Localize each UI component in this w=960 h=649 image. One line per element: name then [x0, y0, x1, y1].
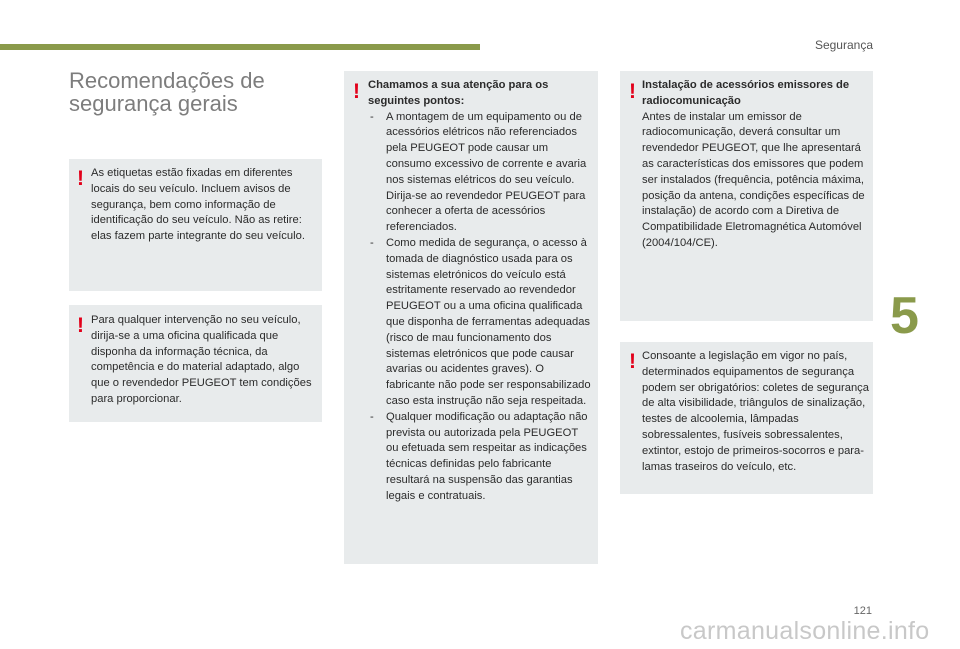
box-text: As etiquetas estão fixadas em diferentes locais do seu veículo. Incluem avisos de segurança, bem como informação de identificação do seu veículo. Não as retire: elas fazem parte integrante do seu veículo. [91, 167, 305, 243]
warning-box-mandatory-equipment [620, 342, 873, 494]
box-text: Consoante a legislação em vigor no país, determinados equipamentos de segurança podem ser obrigatórios: coletes de segurança de alta visibilidade, triângulos de sinalização, testes de alcoolemia, lâmpadas sobressalentes, fusíveis sobressalentes, extintor, estojo de primeiros-socorros e para-lamas traseiros do veículo, etc. [642, 350, 869, 473]
section-title: Segurança [814, 38, 873, 52]
box-text: Para qualquer intervenção no seu veículo, dirija-se a uma oficina qualificada que disponha da informação técnica, da competência e do material adaptado, algo que o revendedor PEUGEOT tem condições para proporcionar. [91, 314, 312, 405]
header-accent-bar [0, 44, 480, 50]
heading-line-2: segurança gerais [69, 91, 238, 116]
box-header: Instalação de acessórios emissores de radiocomunicação [642, 79, 850, 107]
warning-box-intervention [69, 305, 322, 422]
heading-line-1: Recomendações de [69, 68, 265, 93]
page-heading [69, 69, 339, 115]
list-item: - A montagem de um equipamento ou de acessórios elétricos não referenciados pela PEUGEOT pode causar um consumo excessivo de corrente e avaria nos sistemas elétricos do seu veículo. Dirija-se ao revendedor PEUGEOT para conhecer a oferta de acessórios referenciados. [368, 110, 592, 236]
list-item: - Qualquer modificação ou adaptação não prevista ou autorizada pela PEUGEOT ou efetuada sem respeitar as indicações técnicas definidas pelo fabricante resultará na suspensão das garantias legais e contratuais. [368, 410, 592, 505]
list-item: - Como medida de segurança, o acesso à tomada de diagnóstico usada para os sistemas eletrónicos do veículo está estritamente reservado ao revendedor PEUGEOT ou a uma oficina qualificada que disponha de ferramentas adequadas (risco de mau funcionamento dos sistemas eletrónicos que pode causar avarias ou acidentes graves). O fabricante não pode ser responsabilizado caso esta instrução não seja respeitada. [368, 236, 592, 410]
warning-icon: ! [77, 314, 84, 337]
box-header: Chamamos a sua atenção para os seguintes pontos: [368, 79, 549, 107]
warning-icon: ! [629, 80, 636, 103]
warning-box-attention-points [344, 71, 598, 564]
page-number: 121 [853, 605, 872, 617]
chapter-number: 5 [890, 287, 919, 345]
warning-box-radio-emitters [620, 71, 873, 321]
attention-list [368, 110, 592, 505]
watermark: carmanualsonline.info [680, 617, 930, 645]
warning-box-labels [69, 159, 322, 291]
warning-icon: ! [77, 167, 84, 190]
warning-icon: ! [629, 350, 636, 373]
box-text: Antes de instalar um emissor de radiocomunicação, deverá consultar um revendedor PEUGEOT, que lhe apresentará as características dos emissores que podem ser instalados (frequência, potência máxima, posição da antena, condições específicas de instalação) de acordo com a Diretiva de Compatibilidade Eletromagnética Automóvel (2004/104/CE). [642, 110, 865, 249]
warning-icon: ! [353, 80, 360, 103]
